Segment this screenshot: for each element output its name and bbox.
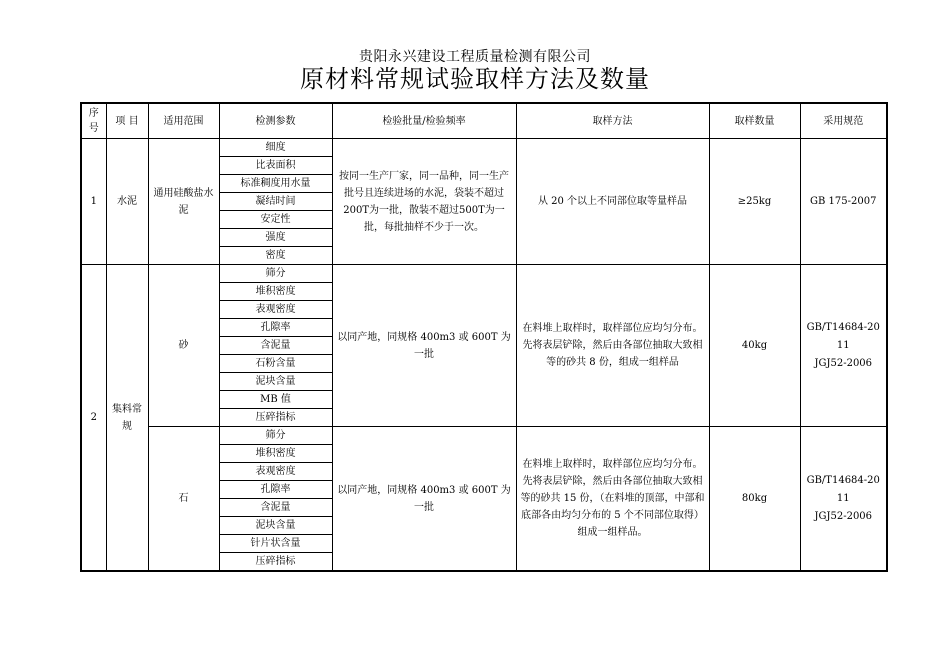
- param-cell: 安定性: [219, 211, 332, 229]
- header-no: 序号: [81, 103, 106, 139]
- standard-line: JGJ52-2006: [814, 510, 873, 522]
- sand-scope: 砂: [148, 265, 219, 427]
- param-cell: 堆积密度: [219, 445, 332, 463]
- cement-standard: GB 175-2007: [800, 139, 887, 265]
- cement-item: 水泥: [106, 139, 148, 265]
- cement-qty: ≥25kg: [709, 139, 800, 265]
- param-cell: 堆积密度: [219, 283, 332, 301]
- header-standard: 采用规范: [800, 103, 887, 139]
- sand-qty: 40kg: [709, 265, 800, 427]
- param-cell: 标准稠度用水量: [219, 175, 332, 193]
- stone-qty: 80kg: [709, 427, 800, 572]
- param-cell: 含泥量: [219, 499, 332, 517]
- param-cell: 比表面积: [219, 157, 332, 175]
- standard-line: JGJ52-2006: [814, 357, 873, 369]
- param-cell: 细度: [219, 139, 332, 157]
- sand-batch: 以同产地，同规格 400m3 或 600T 为一批: [332, 265, 516, 427]
- cement-method: 从 20 个以上不同部位取等量样品: [516, 139, 709, 265]
- param-cell: 含泥量: [219, 337, 332, 355]
- param-cell: 凝结时间: [219, 193, 332, 211]
- param-cell: 压碎指标: [219, 409, 332, 427]
- param-cell: 密度: [219, 247, 332, 265]
- param-cell: 针片状含量: [219, 535, 332, 553]
- stone-standard: [800, 427, 887, 572]
- header-row: [81, 103, 887, 139]
- sand-standard: [800, 265, 887, 427]
- param-cell: 孔隙率: [219, 481, 332, 499]
- aggregate-item: 集料常规: [106, 265, 148, 572]
- param-cell: 筛分: [219, 427, 332, 445]
- sampling-table: [80, 102, 888, 572]
- page-title: 原材料常规试验取样方法及数量: [300, 65, 650, 93]
- param-cell: 强度: [219, 229, 332, 247]
- param-cell: 石粉含量: [219, 355, 332, 373]
- table-row: [81, 139, 887, 157]
- company-name: 贵阳永兴建设工程质量检测有限公司: [359, 49, 591, 65]
- param-cell: 泥块含量: [219, 373, 332, 391]
- aggregate-no: 2: [81, 265, 106, 572]
- param-cell: MB 值: [219, 391, 332, 409]
- header-method: 取样方法: [516, 103, 709, 139]
- param-cell: 孔隙率: [219, 319, 332, 337]
- stone-batch: 以同产地，同规格 400m3 或 600T 为一批: [332, 427, 516, 572]
- standard-line: GB/T14684-2011: [806, 474, 880, 504]
- param-cell: 表观密度: [219, 301, 332, 319]
- sand-method: 在料堆上取样时，取样部位应均匀分布。先将表层铲除，然后由各部位抽取大致相等的砂共 8 份，组成一组样品: [516, 265, 709, 427]
- header-item: 项 目: [106, 103, 148, 139]
- stone-method: 在料堆上取样时，取样部位应均匀分布。先将表层铲除，然后由各部位抽取大致相等的砂共 15 份，（在料堆的顶部，中部和底部各由均匀分布的 5 个不同部位取得）组成一组样品。: [516, 427, 709, 572]
- param-cell: 筛分: [219, 265, 332, 283]
- header-batch: 检验批量/检验频率: [332, 103, 516, 139]
- table-row: [81, 427, 887, 445]
- param-cell: 压碎指标: [219, 553, 332, 572]
- cement-scope: 通用硅酸盐水泥: [148, 139, 219, 265]
- table-row: [81, 265, 887, 283]
- header-params: 检测参数: [219, 103, 332, 139]
- param-cell: 表观密度: [219, 463, 332, 481]
- header-scope: 适用范围: [148, 103, 219, 139]
- cement-no: 1: [81, 139, 106, 265]
- param-cell: 泥块含量: [219, 517, 332, 535]
- stone-scope: 石: [148, 427, 219, 572]
- header-qty: 取样数量: [709, 103, 800, 139]
- standard-line: GB/T14684-2011: [806, 321, 880, 351]
- cement-batch: 按同一生产厂家，同一品种，同一生产批号且连续进场的水泥，袋装不超过200T为一批，散装不超过500T为一批，每批抽样不少于一次。: [332, 139, 516, 265]
